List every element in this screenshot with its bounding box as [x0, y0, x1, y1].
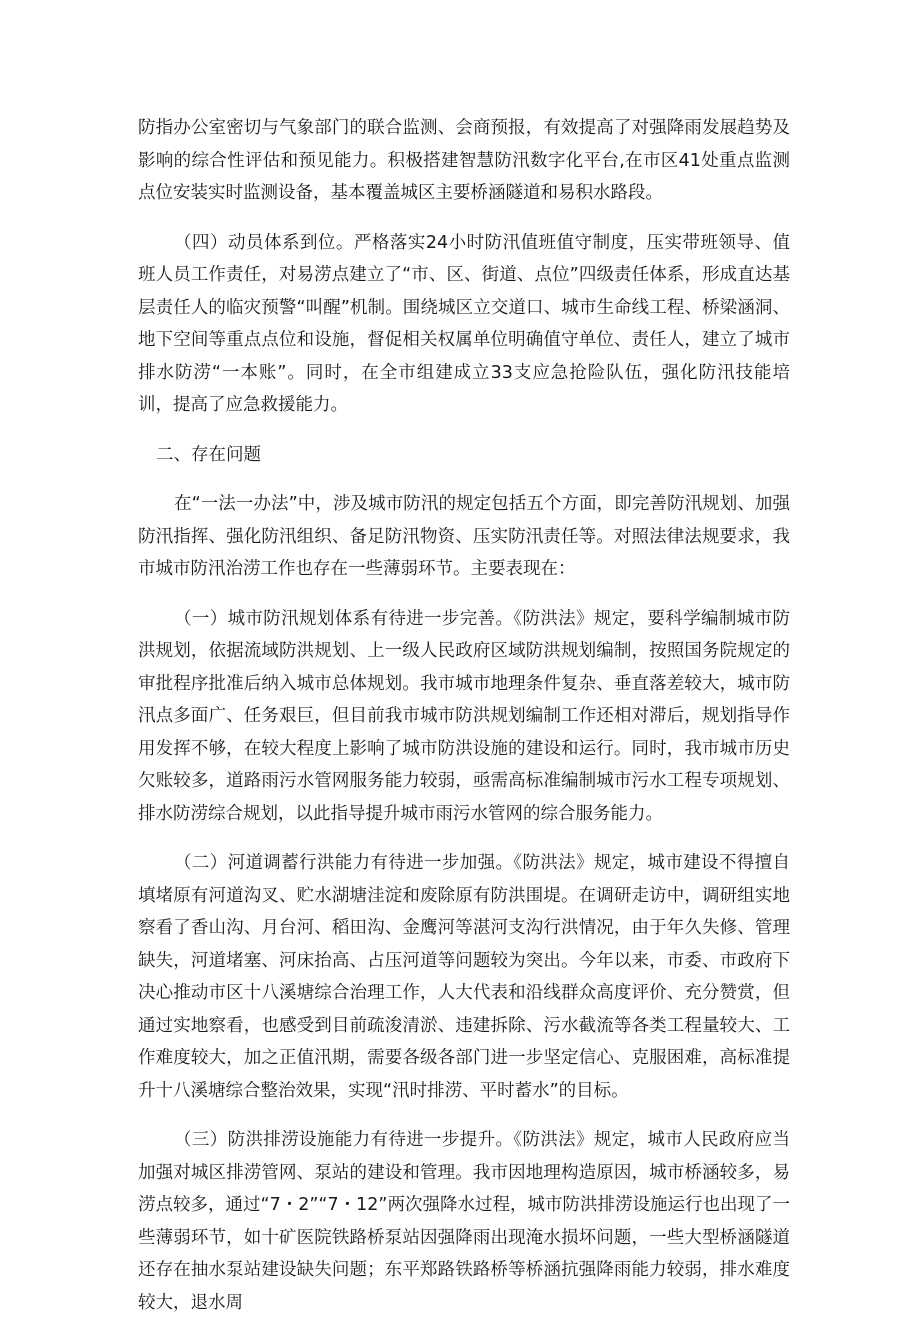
document-body [138, 112, 790, 1336]
paragraph-planning-system: （一）城市防汛规划体系有待进一步完善。《防洪法》规定，要科学编制城市防洪规划，依据流域防洪规划、上一级人民政府区域防洪规划编制，按照国务院规定的审批程序批准后纳入城市总体规划。我市城市地理条件复杂、垂直落差较大，城市防汛点多面广、任务艰巨，但目前我市城市防洪规划编制工作还相对滞后，规划指导作用发挥不够，在较大程度上影响了城市防洪设施的建设和运行。同时，我市城市历史欠账较多，道路雨污水管网服务能力较弱，亟需高标准编制城市污水工程专项规划、排水防涝综合规划，以此指导提升城市雨污水管网的综合服务能力。 [138, 608, 790, 824]
paragraph-continuation: 防指办公室密切与气象部门的联合监测、会商预报，有效提高了对强降雨发展趋势及影响的综合性评估和预见能力。积极搭建智慧防汛数字化平台,在市区41处重点监测点位安装实时监测设备，基本覆盖城区主要桥涵隧道和易积水路段。 [138, 118, 790, 203]
paragraph-mobilization-system: （四）动员体系到位。严格落实24小时防汛值班值守制度，压实带班领导、值班人员工作责任，对易涝点建立了“市、区、街道、点位”四级责任体系，形成直达基层责任人的临灾预警“叫醒”机制。围绕城区立交道口、城市生命线工程、桥梁涵洞、地下空间等重点点位和设施，督促相关权属单位明确值守单位、责任人，建立了城市排水防涝“一本账”。同时，在全市组建成立33支应急抢险队伍，强化防汛技能培训，提高了应急救援能力。 [138, 232, 790, 415]
paragraph-drainage-facilities: （三）防洪排涝设施能力有待进一步提升。《防洪法》规定，城市人民政府应当加强对城区排涝管网、泵站的建设和管理。我市因地理构造原因，城市桥涵较多，易涝点较多，通过“7・2”“7・12”两次强降水过程，城市防洪排涝设施运行也出现了一些薄弱环节，如十矿医院铁路桥泵站因强降雨出现淹水损坏问题，一些大型桥涵隧道还存在抽水泵站建设缺失问题；东平郑路铁路桥等桥涵抗强降雨能力较弱，排水难度较大，退水周 [138, 1130, 790, 1313]
section-heading-problems: 二、存在问题 [156, 444, 261, 465]
paragraph-problems-intro: 在“一法一办法”中，涉及城市防汛的规定包括五个方面，即完善防汛规划、加强防汛指挥、强化防汛组织、备足防汛物资、压实防汛责任等。对照法律法规要求，我市城市防汛治涝工作也存在一些薄弱环节。主要表现在： [138, 494, 790, 579]
paragraph-river-capacity: （二）河道调蓄行洪能力有待进一步加强。《防洪法》规定，城市建设不得擅自填堵原有河道沟叉、贮水湖塘洼淀和废除原有防洪围堤。在调研走访中，调研组实地察看了香山沟、月台河、稻田沟、金鹰河等湛河支沟行洪情况，由于年久失修、管理缺失，河道堵塞、河床抬高、占压河道等问题较为突出。今年以来，市委、市政府下决心推动市区十八溪塘综合治理工作，人大代表和沿线群众高度评价、充分赞赏，但通过实地察看，也感受到目前疏浚清淤、违建拆除、污水截流等各类工程量较大、工作难度较大，加之正值汛期，需要各级各部门进一步坚定信心、克服困难，高标准提升十八溪塘综合整治效果，实现“汛时排涝、平时蓄水”的目标。 [138, 853, 790, 1101]
